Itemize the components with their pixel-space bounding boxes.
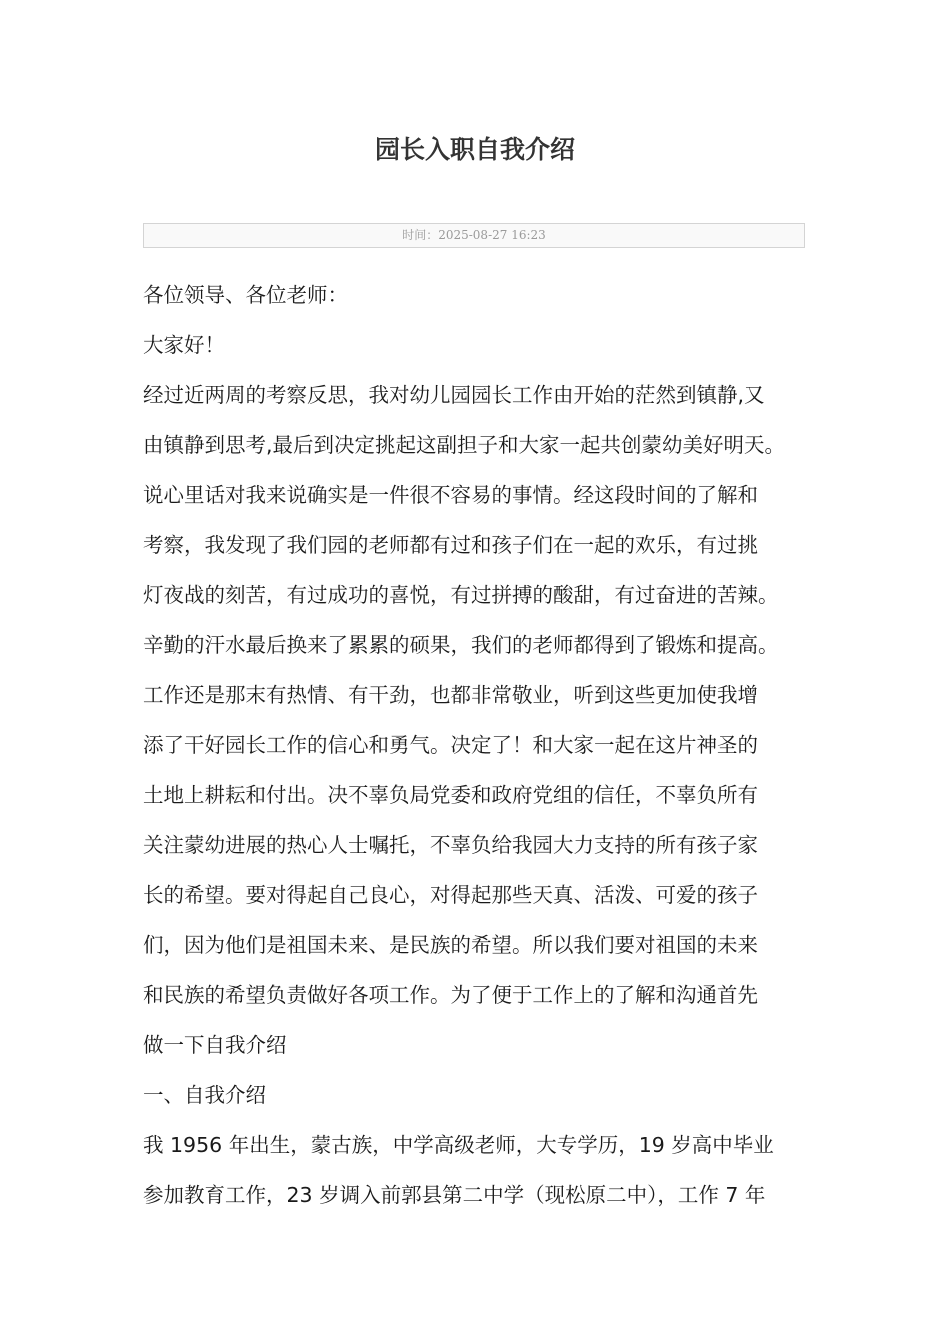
section-heading: 一、自我介绍 xyxy=(143,1083,266,1107)
document-body xyxy=(143,270,808,1220)
body-line: 做一下自我介绍 xyxy=(143,1033,287,1057)
body-line: 和民族的希望负责做好各项工作。为了便于工作上的了解和沟通首先 xyxy=(143,983,758,1007)
body-line: 说心里话对我来说确实是一件很不容易的事情。经这段时间的了解和 xyxy=(143,483,758,507)
body-line: 大家好！ xyxy=(143,333,225,357)
body-line: 灯夜战的刻苦，有过成功的喜悦，有过拼搏的酸甜，有过奋进的苦辣。 xyxy=(143,583,779,607)
body-line: 们，因为他们是祖国未来、是民族的希望。所以我们要对祖国的未来 xyxy=(143,933,758,957)
document-title: 园长入职自我介绍 xyxy=(374,135,575,164)
body-line: 辛勤的汗水最后换来了累累的硕果，我们的老师都得到了锻炼和提高。 xyxy=(143,633,779,657)
body-line: 经过近两周的考察反思，我对幼儿园园长工作由开始的茫然到镇静,又 xyxy=(143,383,765,407)
body-line: 长的希望。要对得起自己良心，对得起那些天真、活泼、可爱的孩子 xyxy=(143,883,758,907)
body-line: 土地上耕耘和付出。决不辜负局党委和政府党组的信任，不辜负所有 xyxy=(143,783,758,807)
body-line: 工作还是那末有热情、有干劲，也都非常敬业，听到这些更加使我增 xyxy=(143,683,758,707)
body-line: 参加教育工作，23 岁调入前郭县第二中学（现松原二中），工作 7 年 xyxy=(143,1183,766,1207)
body-line: 关注蒙幼进展的热心人士嘱托，不辜负给我园大力支持的所有孩子家 xyxy=(143,833,758,857)
body-line: 我 1956 年出生，蒙古族，中学高级老师，大专学历，19 岁高中毕业 xyxy=(143,1133,774,1157)
body-line: 由镇静到思考,最后到决定挑起这副担子和大家一起共创蒙幼美好明天。 xyxy=(143,433,786,457)
body-line: 添了干好园长工作的信心和勇气。决定了！和大家一起在这片神圣的 xyxy=(143,733,758,757)
publish-time-bar: 时间：2025-08-27 16:23 xyxy=(143,223,805,248)
body-line: 各位领导、各位老师： xyxy=(143,283,348,307)
body-line: 考察，我发现了我们园的老师都有过和孩子们在一起的欢乐，有过挑 xyxy=(143,533,758,557)
